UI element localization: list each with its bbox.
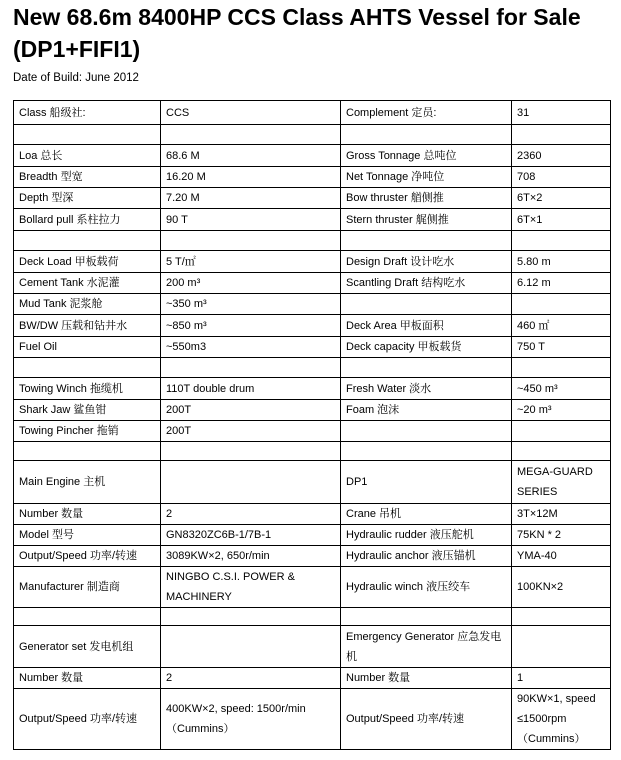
table-cell <box>512 294 611 315</box>
table-cell: Hydraulic winch 液压绞车 <box>341 567 512 608</box>
table-cell: 750 T <box>512 337 611 358</box>
table-cell <box>161 608 341 626</box>
table-cell: Towing Pincher 拖销 <box>14 421 161 442</box>
table-row <box>14 251 611 273</box>
table-cell: ~550m3 <box>161 337 341 358</box>
table-cell: Scantling Draft 结构吃水 <box>341 273 512 294</box>
table-cell <box>341 125 512 145</box>
table-row <box>14 525 611 546</box>
table-cell <box>341 358 512 378</box>
table-cell <box>14 231 161 251</box>
table-row <box>14 101 611 125</box>
table-row <box>14 504 611 525</box>
table-row <box>14 546 611 567</box>
build-date: Date of Build: June 2012 <box>13 72 139 84</box>
table-cell: 1 <box>512 668 611 689</box>
table-cell: 90 T <box>161 209 341 231</box>
table-cell: Breadth 型宽 <box>14 167 161 188</box>
table-row <box>14 400 611 421</box>
table-cell: Fresh Water 淡水 <box>341 378 512 400</box>
table-cell: Main Engine 主机 <box>14 461 161 504</box>
table-cell: Fuel Oil <box>14 337 161 358</box>
table-cell: 100KN×2 <box>512 567 611 608</box>
table-row <box>14 608 611 626</box>
table-cell: Bow thruster 艏侧推 <box>341 188 512 209</box>
table-row <box>14 337 611 358</box>
table-row <box>14 125 611 145</box>
table-cell <box>161 626 341 668</box>
table-cell: ~20 m³ <box>512 400 611 421</box>
specification-table <box>13 100 611 750</box>
table-cell <box>341 442 512 461</box>
table-cell: Stern thruster 艉侧推 <box>341 209 512 231</box>
table-cell: 5 T/㎡ <box>161 251 341 273</box>
table-cell: 200T <box>161 400 341 421</box>
table-cell <box>161 125 341 145</box>
table-cell: Mud Tank 泥浆舱 <box>14 294 161 315</box>
table-cell: 31 <box>512 101 611 125</box>
table-cell: Towing Winch 拖缆机 <box>14 378 161 400</box>
table-cell: 3T×12M <box>512 504 611 525</box>
table-cell: 68.6 M <box>161 145 341 167</box>
table-cell: Gross Tonnage 总吨位 <box>341 145 512 167</box>
table-cell: YMA-40 <box>512 546 611 567</box>
table-row <box>14 442 611 461</box>
table-row <box>14 378 611 400</box>
table-cell: Depth 型深 <box>14 188 161 209</box>
table-row <box>14 358 611 378</box>
table-row <box>14 461 611 504</box>
table-cell: 400KW×2, speed: 1500r/min （Cummins） <box>161 689 341 750</box>
table-cell: Output/Speed 功率/转速 <box>14 546 161 567</box>
table-cell <box>161 461 341 504</box>
table-cell <box>512 231 611 251</box>
table-cell <box>14 125 161 145</box>
table-cell <box>14 608 161 626</box>
table-cell <box>512 421 611 442</box>
table-cell: 110T double drum <box>161 378 341 400</box>
table-cell: ~350 m³ <box>161 294 341 315</box>
table-cell: Bollard pull 系柱拉力 <box>14 209 161 231</box>
table-cell <box>14 358 161 378</box>
table-cell: 2360 <box>512 145 611 167</box>
table-cell: 90KW×1, speed ≤1500rpm （Cummins） <box>512 689 611 750</box>
table-cell: Crane 吊机 <box>341 504 512 525</box>
table-row <box>14 626 611 668</box>
table-cell: MEGA-GUARD SERIES <box>512 461 611 504</box>
table-cell: 7.20 M <box>161 188 341 209</box>
table-cell: 200T <box>161 421 341 442</box>
table-cell: Foam 泡沫 <box>341 400 512 421</box>
table-cell <box>341 231 512 251</box>
table-cell: Class 船级社: <box>14 101 161 125</box>
table-cell <box>512 626 611 668</box>
table-cell: 6T×1 <box>512 209 611 231</box>
table-cell: ~450 m³ <box>512 378 611 400</box>
table-cell <box>512 442 611 461</box>
table-cell: DP1 <box>341 461 512 504</box>
table-cell: Model 型号 <box>14 525 161 546</box>
table-cell: 3089KW×2, 650r/min <box>161 546 341 567</box>
table-cell: 6T×2 <box>512 188 611 209</box>
table-cell: NINGBO C.S.I. POWER & MACHINERY <box>161 567 341 608</box>
table-cell <box>14 442 161 461</box>
table-cell: 16.20 M <box>161 167 341 188</box>
table-cell: 6.12 m <box>512 273 611 294</box>
table-cell: Generator set 发电机组 <box>14 626 161 668</box>
table-row <box>14 421 611 442</box>
table-cell <box>161 231 341 251</box>
page-title: New 68.6m 8400HP CCS Class AHTS Vessel for Sale (DP1+FIFI1) <box>13 4 581 62</box>
table-row <box>14 145 611 167</box>
table-row <box>14 689 611 750</box>
table-cell: Number 数量 <box>14 504 161 525</box>
table-cell <box>512 125 611 145</box>
table-cell: BW/DW 压载和钻井水 <box>14 315 161 337</box>
table-cell <box>341 608 512 626</box>
table-cell <box>512 358 611 378</box>
table-cell: Output/Speed 功率/转速 <box>14 689 161 750</box>
table-cell: Manufacturer 制造商 <box>14 567 161 608</box>
table-cell: Deck capacity 甲板载货 <box>341 337 512 358</box>
table-row <box>14 209 611 231</box>
table-row <box>14 294 611 315</box>
table-cell: Number 数量 <box>341 668 512 689</box>
table-cell: Complement 定员: <box>341 101 512 125</box>
table-cell: 2 <box>161 668 341 689</box>
table-cell <box>341 421 512 442</box>
table-cell: 2 <box>161 504 341 525</box>
table-row <box>14 188 611 209</box>
table-cell: ~850 m³ <box>161 315 341 337</box>
table-cell <box>161 358 341 378</box>
table-cell <box>341 294 512 315</box>
table-cell: 708 <box>512 167 611 188</box>
table-cell: Number 数量 <box>14 668 161 689</box>
table-row <box>14 668 611 689</box>
table-cell: GN8320ZC6B-1/7B-1 <box>161 525 341 546</box>
table-cell: Loa 总长 <box>14 145 161 167</box>
table-row <box>14 231 611 251</box>
table-cell: Hydraulic anchor 液压锚机 <box>341 546 512 567</box>
table-row <box>14 567 611 608</box>
table-cell: Hydraulic rudder 液压舵机 <box>341 525 512 546</box>
table-cell: CCS <box>161 101 341 125</box>
table-cell: Deck Area 甲板面积 <box>341 315 512 337</box>
table-cell: Shark Jaw 鲨鱼钳 <box>14 400 161 421</box>
table-cell: 460 ㎡ <box>512 315 611 337</box>
table-row <box>14 273 611 294</box>
table-cell: Cement Tank 水泥灌 <box>14 273 161 294</box>
table-cell: 200 m³ <box>161 273 341 294</box>
table-cell: Design Draft 设计吃水 <box>341 251 512 273</box>
table-cell: Output/Speed 功率/转速 <box>341 689 512 750</box>
table-cell: Net Tonnage 净吨位 <box>341 167 512 188</box>
table-row <box>14 315 611 337</box>
table-cell: 75KN * 2 <box>512 525 611 546</box>
table-cell: Deck Load 甲板载荷 <box>14 251 161 273</box>
table-row <box>14 167 611 188</box>
table-cell <box>512 608 611 626</box>
table-cell <box>161 442 341 461</box>
table-cell: Emergency Generator 应急发电机 <box>341 626 512 668</box>
table-cell: 5.80 m <box>512 251 611 273</box>
